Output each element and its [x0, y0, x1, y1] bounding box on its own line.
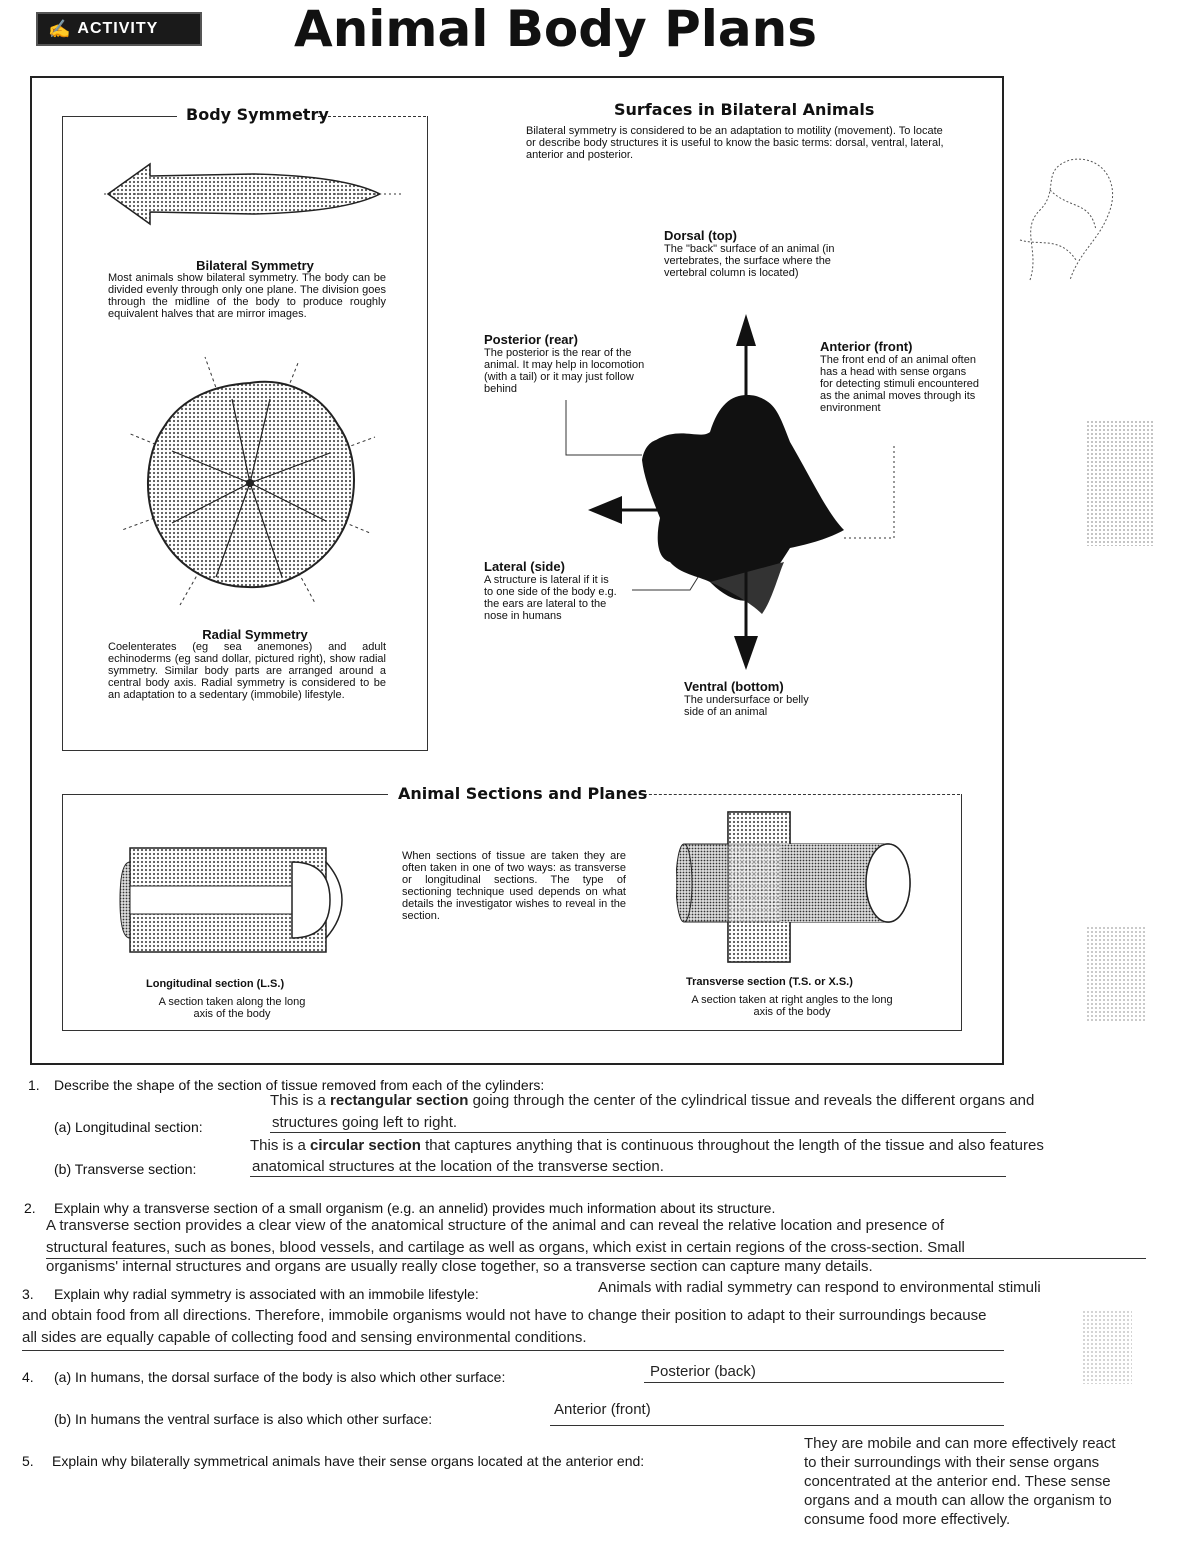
bilateral-symmetry-title: Bilateral Symmetry	[196, 258, 314, 273]
transverse-section-illustration	[676, 808, 916, 968]
q3-number: 3.	[22, 1286, 34, 1302]
q2-text: Explain why a transverse section of a small organism (e.g. an annelid) provides much information about its structure.	[54, 1200, 776, 1216]
q4a-answer: Posterior (back)	[650, 1363, 756, 1380]
pencil-icon: ✍	[48, 18, 72, 39]
q5-number: 5.	[22, 1453, 34, 1469]
coral-sketch	[1000, 150, 1140, 300]
q1a-answer-line1: This is a rectangular section going through the center of the cylindrical tissue and reveals the different organs and	[270, 1092, 1035, 1109]
q2-answer-line2[interactable]: structural features, such as bones, blood vessels, and cartilage as well as organs, which exist in certain regions of the cross-section. Small	[46, 1238, 1146, 1259]
q2-number: 2.	[24, 1200, 36, 1216]
q4a-text: (a) In humans, the dorsal surface of the body is also which other surface:	[54, 1369, 506, 1385]
anterior-text: The front end of an animal often has a head with sense organs for detecting stimuli encountered as the animal moves through its environment	[820, 354, 979, 414]
longitudinal-text: A section taken along the long axis of the body	[158, 996, 306, 1020]
dorsal-text: The "back" surface of an animal (in vertebrates, the surface where the vertebral column is located)	[664, 243, 835, 279]
radial-symmetry-title: Radial Symmetry	[202, 627, 308, 642]
q1-text: Describe the shape of the section of tissue removed from each of the cylinders:	[54, 1077, 545, 1093]
sections-heading: Animal Sections and Planes	[398, 784, 648, 803]
surfaces-intro: Bilateral symmetry is considered to be an adaptation to motility (movement). To locate or describe body structures it is useful to know the basic terms: dorsal, ventral, lateral, anterior and posterior.	[526, 125, 944, 161]
scan-noise-2	[1086, 926, 1146, 1022]
q5-answer[interactable]	[804, 1434, 1184, 1529]
bilateral-symmetry-text: Most animals show bilateral symmetry. The body can be divided evenly through only one plane. The division goes through the midline of the body to produce roughly equivalent halves that are mirror images.	[108, 272, 386, 320]
q1-number: 1.	[28, 1077, 40, 1093]
dorsal-title: Dorsal (top)	[664, 228, 737, 243]
q5-answer-line1: They are mobile and can more effectively react	[804, 1435, 1116, 1452]
q4b-text: (b) In humans the ventral surface is also which other surface:	[54, 1411, 433, 1427]
q3-answer-line3: all sides are equally capable of collecting food and sensing environmental conditions.	[22, 1329, 587, 1346]
longitudinal-title: Longitudinal section (L.S.)	[146, 978, 285, 990]
q1b-answer-line1: This is a circular section that captures anything that is continuous throughout the length of the tissue and also features	[250, 1137, 1044, 1154]
ventral-title: Ventral (bottom)	[684, 679, 784, 694]
scan-noise-3	[1082, 1310, 1132, 1384]
lateral-text: A structure is lateral if it is to one side of the body e.g. the ears are lateral to the nose in humans	[484, 574, 617, 622]
fish-orientation-illustration	[560, 300, 920, 680]
q4b-answer: Anterior (front)	[554, 1401, 651, 1418]
longitudinal-section-illustration	[116, 840, 346, 960]
q3-text: Explain why radial symmetry is associated with an immobile lifestyle:	[54, 1286, 479, 1302]
q2-answer-line1[interactable]: A transverse section provides a clear view of the anatomical structure of the animal and can reveal the relative location and presence of	[46, 1217, 944, 1234]
q1b-answer-line2: anatomical structures at the location of the transverse section.	[252, 1158, 664, 1175]
q4-number: 4.	[22, 1369, 34, 1385]
q1a-answer-line2: structures going left to right.	[272, 1114, 458, 1131]
activity-badge	[36, 12, 202, 46]
sections-intro: When sections of tissue are taken they are often taken in one of two ways: as transverse or longitudinal sections. The type of sectioning technique used depends on what details the investigator wishes to reveal in the section.	[402, 850, 626, 922]
q1a-label: (a) Longitudinal section:	[54, 1119, 203, 1135]
flatworm-illustration	[104, 160, 404, 232]
page-title: Animal Body Plans	[294, 0, 817, 58]
posterior-title: Posterior (rear)	[484, 332, 578, 347]
ventral-text: The undersurface or belly side of an animal	[684, 694, 809, 718]
q5-text: Explain why bilaterally symmetrical animals have their sense organs located at the anterior end:	[52, 1453, 645, 1469]
surfaces-heading: Surfaces in Bilateral Animals	[614, 100, 875, 119]
posterior-text: The posterior is the rear of the animal. It may help in locomotion (with a tail) or it may just follow behind	[484, 347, 645, 395]
q2-answer-line3[interactable]: organisms' internal structures and organs are usually really close together, so a transverse section can capture many details.	[46, 1258, 873, 1275]
sand-dollar-illustration	[120, 355, 380, 610]
q5-answer-line2: to their surroundings with their sense organs	[804, 1454, 1100, 1471]
anterior-title: Anterior (front)	[820, 339, 913, 354]
radial-symmetry-text: Coelenterates (eg sea anemones) and adult echinoderms (eg sand dollar, pictured right), show radial symmetry. Similar body parts are arranged around a central body axis. Radial symmetry is considered to be an adaptation to a sedentary (immobile) lifestyle.	[108, 641, 386, 701]
q5-answer-line5: consume food more effectively.	[804, 1511, 1011, 1528]
lateral-title: Lateral (side)	[484, 559, 565, 574]
transverse-title: Transverse section (T.S. or X.S.)	[686, 976, 853, 988]
scan-noise-1	[1086, 420, 1154, 546]
transverse-text: A section taken at right angles to the long axis of the body	[691, 994, 893, 1018]
q1b-label: (b) Transverse section:	[54, 1161, 197, 1177]
q5-answer-line4: organs and a mouth can allow the organism to	[804, 1492, 1112, 1509]
q5-answer-line3: concentrated at the anterior end. These sense	[804, 1473, 1111, 1490]
activity-badge-label: ACTIVITY	[77, 20, 159, 37]
body-symmetry-heading: Body Symmetry	[186, 105, 329, 124]
q3-answer-line1[interactable]: Animals with radial symmetry can respond to environmental stimuli	[598, 1279, 1041, 1296]
q3-answer-line2[interactable]: and obtain food from all directions. Therefore, immobile organisms would not have to change their position to adapt to their surroundings because	[22, 1307, 987, 1324]
